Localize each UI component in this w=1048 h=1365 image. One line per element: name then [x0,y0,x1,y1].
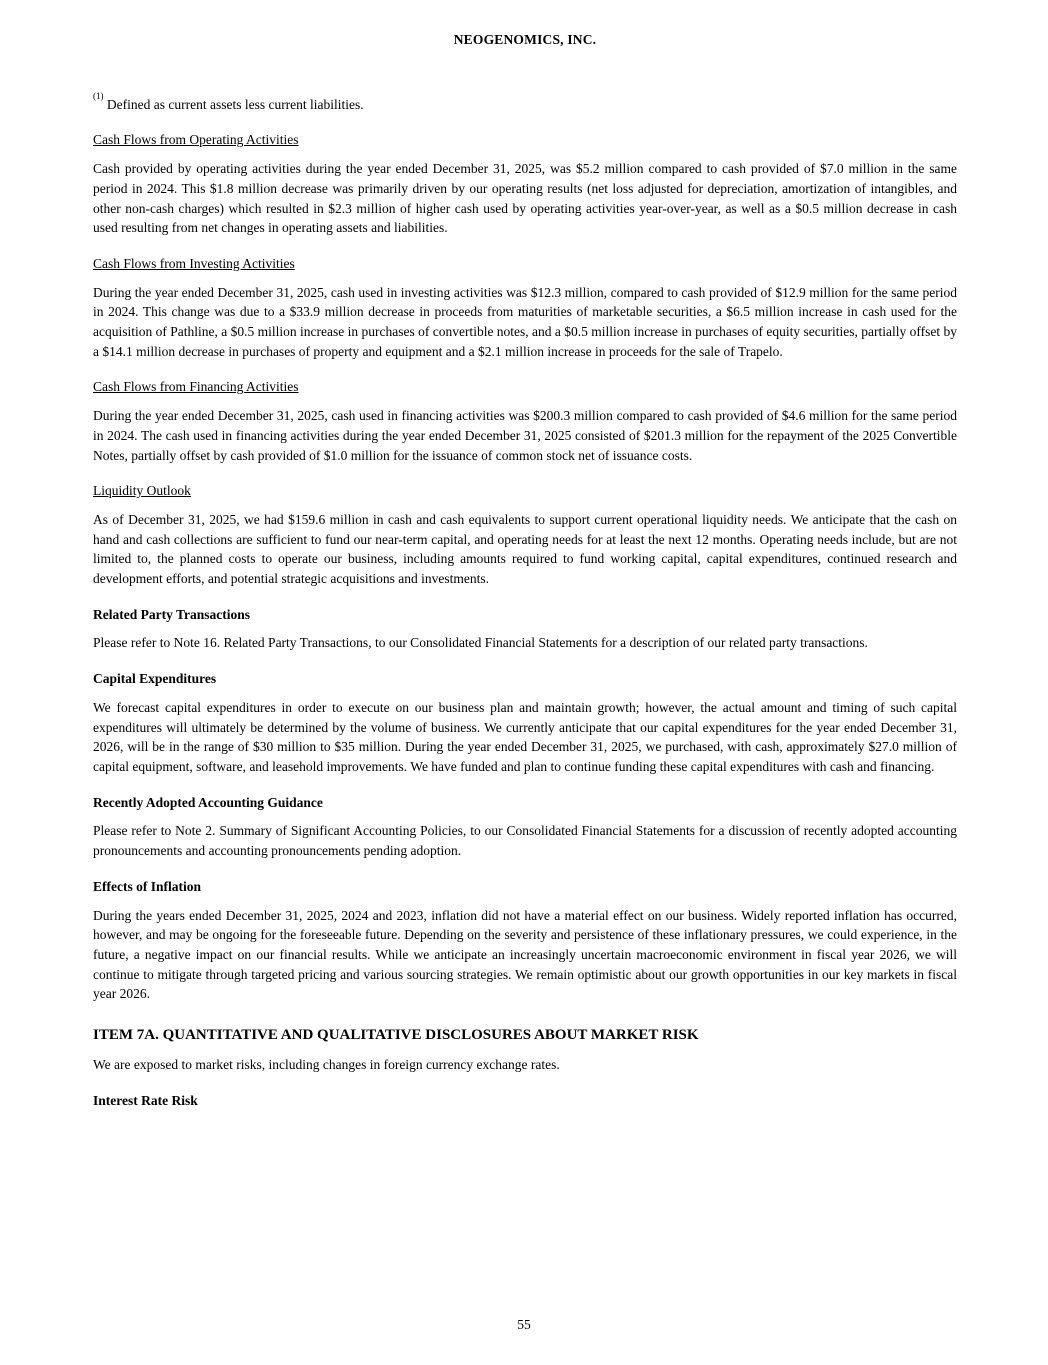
para-cash-flows-investing: During the year ended December 31, 2025, cash used in investing activities was $12.3 million, compared to cash provided of $12.9 million for the same period in 2024. This change was due to a $33.9 million decrease in proceeds from maturities of marketable securities, a $6.5 million increase in cash used for the acquisition of Pathline, a $0.5 million increase in purchases of convertible notes, and a $0.5 million increase in purchases of equity securities, partially offset by a $14.1 million decrease in purchases of property and equipment and a $2.1 million increase in proceeds for the sale of Trapelo. [93,284,957,359]
para-recently-adopted-accounting-guidance: Please refer to Note 2. Summary of Significant Accounting Policies, to our Consolidated Financial Statements for a discussion of recently adopted accounting pronouncements and accounting pronouncements pending adoption. [93,823,957,859]
para-cash-flows-operating: Cash provided by operating activities during the year ended December 31, 2025, was $5.2 million compared to cash provided of $7.0 million in the same period in 2024. This $1.8 million decrease was primarily driven by our operating results (net loss adjusted for depreciation, amortization of intangibles, and other non-cash charges) which resulted in $2.3 million of higher cash used by operating activities year-over-year, as well as a $0.5 million decrease in cash used resulting from net changes in operating assets and liabilities. [93,161,957,236]
page-number: 55 [517,1317,531,1333]
heading-item-7a: ITEM 7A. QUANTITATIVE AND QUALITATIVE DISCLOSURES ABOUT MARKET RISK [93,1027,699,1044]
heading-cash-flows-investing: Cash Flows from Investing Activities [93,255,295,271]
heading-interest-rate-risk: Interest Rate Risk [93,1092,198,1108]
heading-related-party-transactions: Related Party Transactions [93,606,250,622]
footnote-marker: (1) [93,91,104,102]
para-effects-of-inflation: During the years ended December 31, 2025, 2024 and 2023, inflation did not have a material effect on our business. Widely reported inflation has occurred, however, and may be ongoing for the foreseeable future. Depending on the severity and persistence of these inflationary pressures, we could experience, in the future, a negative impact on our financial results. While we anticipate an increasingly uncertain macroeconomic environment in fiscal year 2026, we will continue to mitigate through targeted pricing and various sourcing strategies. We remain optimistic about our growth opportunities in our key markets in fiscal year 2026. [93,907,957,1002]
heading-effects-of-inflation: Effects of Inflation [93,878,201,894]
footnote [93,91,957,115]
para-related-party-transactions: Please refer to Note 16. Related Party Transactions, to our Consolidated Financial Statements for a description of our related party transactions. [93,635,868,651]
company-title: NEOGENOMICS, INC. [453,32,597,47]
para-item-7a: We are exposed to market risks, including changes in foreign currency exchange rates. [93,1057,560,1073]
para-capital-expenditures: We forecast capital expenditures in order to execute on our business plan and maintain growth; however, the actual amount and timing of such capital expenditures will ultimately be determined by the volume of business. We currently anticipate that our capital expenditures for the year ended December 31, 2026, will be in the range of $30 million to $35 million. During the year ended December 31, 2025, we purchased, with cash, approximately $27.0 million of capital equipment, software, and leasehold improvements. We have funded and plan to continue funding these capital expenditures with cash and financing. [93,699,957,774]
heading-recently-adopted-accounting-guidance: Recently Adopted Accounting Guidance [93,794,323,810]
heading-liquidity-outlook: Liquidity Outlook [93,483,191,499]
para-cash-flows-financing: During the year ended December 31, 2025, cash used in financing activities was $200.3 million compared to cash provided of $4.6 million for the same period in 2024. The cash used in financing activities during the year ended December 31, 2025 consisted of $201.3 million for the repayment of the 2025 Convertible Notes, partially offset by cash provided of $1.0 million for the issuance of common stock net of issuance costs. [93,408,957,463]
footnote-text: Defined as current assets less current liabilities. [103,96,364,112]
heading-cash-flows-operating: Cash Flows from Operating Activities [93,132,299,148]
heading-cash-flows-financing: Cash Flows from Financing Activities [93,379,299,395]
para-liquidity-outlook: As of December 31, 2025, we had $159.6 million in cash and cash equivalents to support current operational liquidity needs. We anticipate that the cash on hand and cash collections are sufficient to fund our near-term capital, and operating needs for at least the next 12 months. Operating needs include, but are not limited to, the planned costs to operate our business, including amounts required to fund working capital, capital expenditures, continued research and development efforts, and potential strategic acquisitions and investments. [93,511,957,587]
heading-capital-expenditures: Capital Expenditures [93,671,217,687]
